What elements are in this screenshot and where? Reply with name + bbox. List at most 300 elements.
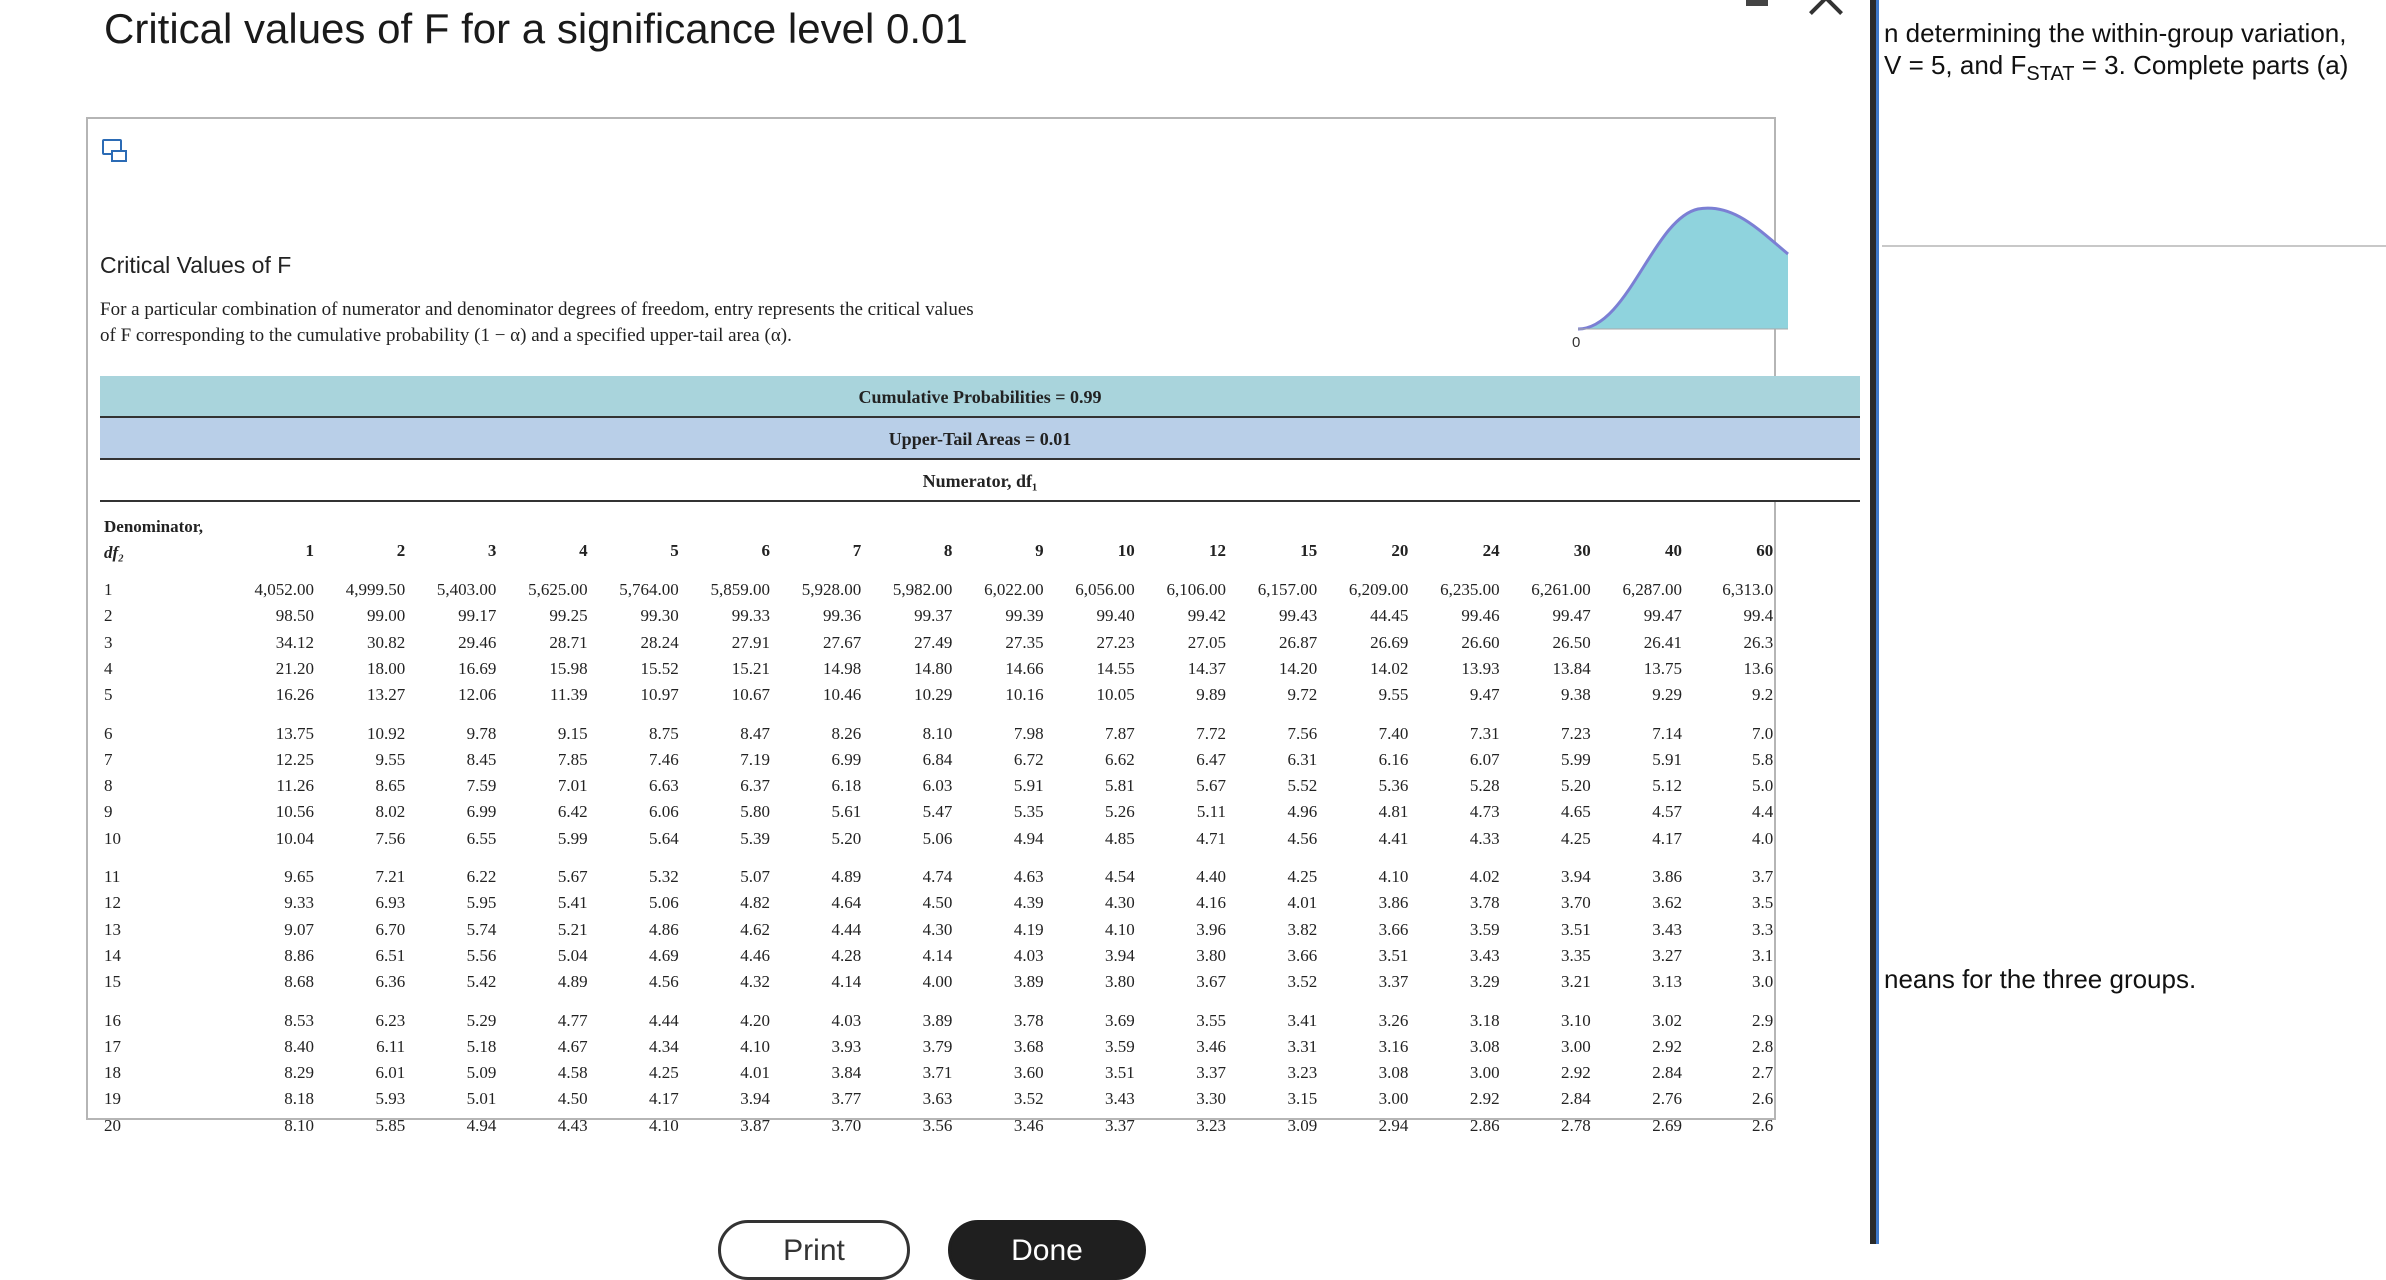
close-icon[interactable] [1806, 0, 1846, 14]
table-cell: 7.21 [375, 867, 406, 886]
table-cell: 7.23 [1561, 723, 1591, 743]
table-cell: 13.6 [1743, 658, 1774, 678]
table-cell: 4.50 [922, 893, 953, 913]
table-cell: 10.05 [1096, 685, 1135, 705]
column-header: 1 [305, 541, 314, 560]
table-cell: 6.93 [375, 893, 406, 913]
background-text-subscript: STAT [2026, 63, 2075, 86]
column-header: 30 [1573, 541, 1591, 560]
table-cell: 27.91 [731, 632, 770, 652]
table-cell: 4.14 [922, 945, 953, 965]
table-cell: 9.15 [557, 723, 588, 743]
table-cell: 3.71 [922, 1063, 953, 1083]
column-header: 2 [396, 541, 406, 560]
table-cell: 8.53 [284, 1010, 314, 1030]
table-cell: 4.54 [1105, 867, 1135, 886]
table-cell: 3.21 [1561, 972, 1591, 992]
table-cell: 9.47 [1469, 685, 1500, 705]
table-cell: 3.00 [1561, 1036, 1591, 1056]
row-df-label: 10 [104, 828, 121, 848]
table-cell: 4.32 [740, 972, 770, 992]
table-cell: 6.36 [375, 972, 406, 992]
table-cell: 8.29 [284, 1063, 314, 1083]
table-cell: 3.70 [831, 1115, 862, 1135]
column-header: 40 [1665, 541, 1682, 560]
table-cell: 99.25 [549, 606, 588, 626]
table-cell: 5.56 [466, 945, 497, 965]
table-cell: 6.42 [557, 802, 588, 822]
table-cell: 3.02 [1652, 1010, 1682, 1030]
table-cell: 5.29 [466, 1010, 497, 1030]
done-button[interactable]: Done [948, 1220, 1146, 1280]
table-cell: 99.39 [1005, 606, 1044, 626]
table-cell: 4.19 [1013, 919, 1044, 939]
table-cell: 4.03 [831, 1010, 862, 1030]
table-cell: 6.62 [1105, 749, 1135, 769]
table-cell: 3.69 [1105, 1010, 1135, 1030]
table-cell: 6,022.00 [984, 580, 1044, 599]
table-cell: 14.37 [1187, 658, 1226, 678]
table-cell: 3.41 [1287, 1010, 1318, 1030]
table-cell: 3.94 [740, 1089, 770, 1109]
table-cell: 3.84 [831, 1063, 862, 1083]
table-cell: 6,106.00 [1166, 580, 1226, 599]
table-cell: 4.17 [1652, 828, 1682, 848]
table-cell: 4.69 [649, 945, 679, 965]
table-cell: 4.41 [1378, 828, 1409, 848]
table-cell: 10.16 [1005, 685, 1044, 705]
table-cell: 3.66 [1287, 945, 1318, 965]
table-cell: 5.39 [740, 828, 770, 848]
table-cell: 11.39 [549, 685, 588, 705]
table-cell: 26.87 [1278, 632, 1318, 652]
table-cell: 9.29 [1652, 685, 1682, 705]
table-cell: 3.08 [1378, 1063, 1409, 1083]
row-df-label: 3 [104, 632, 113, 652]
table-cell: 3.55 [1196, 1010, 1226, 1030]
table-cell: 5,625.00 [528, 580, 588, 599]
table-cell: 4.17 [649, 1089, 679, 1109]
table-cell: 6.37 [740, 776, 770, 796]
table-cell: 2.94 [1378, 1115, 1409, 1135]
table-cell: 2.69 [1652, 1115, 1682, 1135]
table-cell: 8.65 [375, 776, 406, 796]
table-cell: 44.45 [1370, 606, 1409, 626]
table-cell: 8.68 [284, 972, 314, 992]
table-cell: 2.92 [1469, 1089, 1500, 1109]
table-cell: 4.46 [740, 945, 770, 965]
table-cell: 10.97 [640, 685, 679, 705]
table-cell: 4.28 [831, 945, 862, 965]
table-cell: 7.46 [649, 749, 679, 769]
table-cell: 26.3 [1743, 632, 1774, 652]
table-cell: 3.13 [1652, 972, 1682, 992]
figure-description-line-1: For a particular combination of numerator and denominator degrees of freedom, entry represents the critical values [100, 299, 974, 320]
table-cell: 3.37 [1378, 972, 1409, 992]
table-cell: 7.40 [1378, 723, 1409, 743]
table-cell: 5.95 [466, 893, 497, 913]
background-text-line-2b: = 3. Complete parts (a) [2074, 50, 2349, 80]
row-df-label: 13 [104, 919, 121, 939]
table-cell: 26.60 [1461, 632, 1500, 652]
row-df-label: 2 [104, 606, 113, 626]
table-cell: 6.55 [466, 828, 497, 848]
table-cell: 3.08 [1469, 1036, 1500, 1056]
row-df-label: 12 [104, 893, 121, 913]
table-cell: 7.59 [466, 776, 497, 796]
table-cell: 4.10 [1378, 867, 1409, 886]
table-cell: 4.63 [1013, 867, 1044, 886]
table-cell: 5.36 [1378, 776, 1409, 796]
table-cell: 4.65 [1561, 802, 1591, 822]
f-distribution-curve-icon [1558, 159, 1788, 349]
column-header: 3 [487, 541, 497, 560]
table-cell: 8.40 [284, 1036, 314, 1056]
table-cell: 4.81 [1378, 802, 1409, 822]
row-df-label: 5 [104, 685, 113, 705]
table-cell: 99.00 [366, 606, 406, 626]
table-cell: 5,859.00 [710, 580, 770, 599]
table-cell: 4.77 [557, 1010, 588, 1030]
table-cell: 8.18 [284, 1089, 314, 1109]
window-controls [1740, 0, 1860, 14]
table-cell: 99.42 [1187, 606, 1226, 626]
table-cell: 3.1 [1751, 945, 1774, 965]
copy-icon[interactable] [102, 139, 126, 161]
table-cell: 3.46 [1196, 1036, 1226, 1056]
column-header: 60 [1756, 541, 1774, 560]
table-cell: 4.71 [1196, 828, 1226, 848]
table-cell: 27.35 [1005, 632, 1044, 652]
table-cell: 12.06 [458, 685, 497, 705]
table-cell: 99.43 [1278, 606, 1318, 626]
table-cell: 3.67 [1196, 972, 1226, 992]
table-cell: 8.10 [922, 723, 953, 743]
table-cell: 5.67 [1196, 776, 1226, 796]
table-cell: 4.30 [1105, 893, 1135, 913]
table-cell: 3.43 [1469, 945, 1500, 965]
table-cell: 28.24 [640, 632, 679, 652]
table-cell: 3.23 [1196, 1115, 1226, 1135]
table-cell: 4.01 [1287, 893, 1318, 913]
table-cell: 5.8 [1751, 749, 1774, 769]
table-cell: 6.47 [1196, 749, 1226, 769]
table-cell: 16.26 [275, 685, 314, 705]
row-df-label: 6 [104, 723, 113, 743]
band-upper-tail-areas: Upper-Tail Areas = 0.01 [100, 418, 1860, 460]
table-cell: 6.51 [375, 945, 406, 965]
table-cell: 6.31 [1287, 749, 1318, 769]
table-cell: 3.00 [1469, 1063, 1500, 1083]
table-cell: 2.92 [1652, 1036, 1682, 1056]
table-cell: 4.01 [740, 1063, 770, 1083]
table-cell: 2.84 [1652, 1063, 1682, 1083]
table-cell: 3.94 [1561, 867, 1591, 886]
table-cell: 10.67 [731, 685, 770, 705]
row-df-label: 19 [104, 1089, 121, 1109]
table-cell: 5.74 [466, 919, 497, 939]
table-cell: 8.47 [740, 723, 770, 743]
row-df-label: 9 [104, 802, 113, 822]
table-cell: 4.64 [831, 893, 862, 913]
table-cell: 5.41 [557, 893, 588, 913]
table-cell: 3.26 [1378, 1010, 1409, 1030]
table-cell: 3.89 [922, 1010, 953, 1030]
table-cell: 4.56 [1287, 828, 1318, 848]
table-cell: 9.72 [1287, 685, 1318, 705]
table-cell: 3.93 [831, 1036, 862, 1056]
table-cell: 2.86 [1469, 1115, 1500, 1135]
table-cell: 3.30 [1196, 1089, 1226, 1109]
table-cell: 26.50 [1552, 632, 1591, 652]
figure-description [100, 297, 1200, 349]
table-cell: 5.67 [557, 867, 588, 886]
table-cell: 13.93 [1461, 658, 1500, 678]
table-cell: 6.63 [649, 776, 679, 796]
table-cell: 6.03 [922, 776, 953, 796]
table-cell: 3.56 [922, 1115, 953, 1135]
table-cell: 99.37 [914, 606, 953, 626]
table-cell: 14.66 [1005, 658, 1044, 678]
table-cell: 9.65 [284, 867, 314, 886]
table-cell: 4.58 [557, 1063, 588, 1083]
table-cell: 4.34 [649, 1036, 679, 1056]
table-cell: 5.04 [557, 945, 588, 965]
table-cell: 3.37 [1105, 1115, 1135, 1135]
table-cell: 8.45 [466, 749, 497, 769]
table-cell: 4,052.00 [254, 580, 314, 599]
table-cell: 5.09 [466, 1063, 497, 1083]
table-cell: 9.78 [466, 723, 497, 743]
table-cell: 9.2 [1751, 685, 1774, 705]
denominator-label-line-2: df₂ [104, 543, 125, 562]
table-cell: 6.72 [1013, 749, 1044, 769]
table-cell: 2.78 [1561, 1115, 1591, 1135]
table-cell: 15.52 [640, 658, 679, 678]
table-cell: 7.56 [1287, 723, 1318, 743]
table-cell: 4.10 [1105, 919, 1135, 939]
table-cell: 99.17 [458, 606, 497, 626]
table-cell: 3.86 [1378, 893, 1409, 913]
table-cell: 4.25 [1561, 828, 1591, 848]
table-cell: 5.06 [649, 893, 679, 913]
table-cell: 5.28 [1469, 776, 1500, 796]
table-cell: 2.92 [1561, 1063, 1591, 1083]
table-cell: 3.63 [922, 1089, 953, 1109]
column-header: 4 [579, 541, 588, 560]
table-cell: 99.33 [731, 606, 770, 626]
table-cell: 5.80 [740, 802, 770, 822]
table-cell: 26.69 [1370, 632, 1409, 652]
print-button[interactable]: Print [718, 1220, 910, 1280]
table-cell: 6.01 [375, 1063, 406, 1083]
table-cell: 13.75 [1643, 658, 1682, 678]
table-cell: 3.82 [1287, 919, 1318, 939]
table-cell: 3.87 [740, 1115, 770, 1135]
table-cell: 3.10 [1561, 1010, 1591, 1030]
table-cell: 5.0 [1751, 776, 1774, 796]
table-cell: 10.56 [275, 802, 314, 822]
table-cell: 99.47 [1552, 606, 1591, 626]
table-cell: 3.5 [1751, 893, 1774, 913]
table-cell: 5.12 [1652, 776, 1682, 796]
row-df-label: 14 [104, 945, 121, 965]
table-cell: 3.52 [1287, 972, 1318, 992]
table-cell: 4.85 [1105, 828, 1135, 848]
table-cell: 5.20 [831, 828, 862, 848]
table-cell: 6.07 [1469, 749, 1500, 769]
table-cell: 11.26 [276, 776, 314, 796]
table-cell: 7.31 [1469, 723, 1500, 743]
table-cell: 5.99 [557, 828, 588, 848]
table-cell: 4.89 [557, 972, 588, 992]
table-cell: 6,235.00 [1440, 580, 1500, 599]
table-cell: 99.46 [1461, 606, 1500, 626]
table-cell: 4.74 [922, 867, 953, 886]
table-cell: 3.77 [831, 1089, 862, 1109]
table-cell: 8.02 [375, 802, 406, 822]
table-cell: 2.6 [1751, 1115, 1774, 1135]
table-cell: 6.70 [375, 919, 406, 939]
table-cell: 5.81 [1105, 776, 1135, 796]
column-header: 12 [1209, 541, 1226, 560]
table-cell: 27.05 [1187, 632, 1226, 652]
table-cell: 6.18 [831, 776, 862, 796]
table-cell: 2.9 [1751, 1010, 1774, 1030]
table-cell: 8.10 [284, 1115, 314, 1135]
background-separator [1882, 245, 2386, 247]
table-cell: 3.94 [1105, 945, 1135, 965]
background-text-line-3: neans for the three groups. [1884, 964, 2197, 994]
table-cell: 28.71 [549, 632, 588, 652]
table-cell: 7.85 [557, 749, 588, 769]
table-cell: 4.89 [831, 867, 862, 886]
table-cell: 10.46 [822, 685, 862, 705]
table-cell: 27.67 [822, 632, 862, 652]
table-cell: 3.78 [1013, 1010, 1044, 1030]
table-cell: 5.11 [1196, 802, 1226, 822]
table-cell: 7.98 [1013, 723, 1044, 743]
table-cell: 4.94 [466, 1115, 497, 1135]
table-cell: 3.80 [1105, 972, 1135, 992]
table-cell: 99.40 [1096, 606, 1135, 626]
row-df-label: 11 [104, 867, 121, 886]
table-cell: 5.52 [1287, 776, 1318, 796]
table-cell: 3.43 [1105, 1089, 1135, 1109]
table-cell: 3.29 [1469, 972, 1500, 992]
table-cell: 3.00 [1378, 1089, 1409, 1109]
minimize-icon[interactable] [1746, 0, 1768, 6]
row-df-label: 18 [104, 1063, 121, 1083]
column-header: 8 [943, 541, 953, 560]
table-cell: 4.03 [1013, 945, 1044, 965]
table-cell: 10.92 [366, 723, 406, 743]
table-cell: 13.27 [366, 685, 406, 705]
table-cell: 7.01 [557, 776, 588, 796]
table-cell: 5.18 [466, 1036, 497, 1056]
table-cell: 10.04 [275, 828, 314, 848]
table-cell: 3.16 [1378, 1036, 1409, 1056]
table-cell: 3.62 [1652, 893, 1682, 913]
table-cell: 5,764.00 [619, 580, 679, 599]
table-cell: 4.39 [1013, 893, 1044, 913]
row-df-label: 15 [104, 972, 121, 992]
table-cell: 4.25 [1287, 867, 1318, 886]
table-cell: 18.00 [366, 658, 406, 678]
table-cell: 7.56 [375, 828, 406, 848]
band-numerator-df: Numerator, df₁ [100, 460, 1860, 500]
table-cell: 6,313.0 [1722, 580, 1774, 599]
table-cell: 3.52 [1013, 1089, 1044, 1109]
table-cell: 3.37 [1196, 1063, 1226, 1083]
table-cell: 6.23 [375, 1010, 406, 1030]
table-cell: 3.51 [1105, 1063, 1135, 1083]
table-cell: 5.91 [1013, 776, 1044, 796]
table-cell: 9.55 [375, 749, 406, 769]
table-cell: 5,403.00 [436, 580, 497, 599]
table-cell: 4.16 [1196, 893, 1226, 913]
table-cell: 6,287.00 [1622, 580, 1682, 599]
table-cell: 14.20 [1278, 658, 1318, 678]
table-cell: 3.18 [1469, 1010, 1500, 1030]
row-df-label: 7 [104, 749, 113, 769]
header-divider [100, 500, 1860, 502]
row-df-label: 17 [104, 1036, 121, 1056]
table-cell: 14.80 [914, 658, 953, 678]
table-cell: 5.93 [375, 1089, 406, 1109]
table-cell: 5.85 [375, 1115, 406, 1135]
table-cell: 6,157.00 [1257, 580, 1318, 599]
row-df-label: 1 [104, 580, 113, 599]
column-header: 9 [1035, 541, 1044, 560]
table-viewer[interactable] [86, 117, 1776, 1135]
table-cell: 6.84 [922, 749, 953, 769]
table-cell: 27.49 [914, 632, 953, 652]
table-cell: 4.00 [922, 972, 953, 992]
table-cell: 4.67 [557, 1036, 588, 1056]
table-cell: 5.47 [922, 802, 953, 822]
table-cell: 3.43 [1652, 919, 1682, 939]
table-cell: 8.26 [831, 723, 862, 743]
table-cell: 4.30 [922, 919, 953, 939]
table-cell: 3.27 [1652, 945, 1682, 965]
table-cell: 7.14 [1652, 723, 1682, 743]
table-cell: 26.41 [1643, 632, 1682, 652]
table-cell: 4.10 [649, 1115, 679, 1135]
column-header: 24 [1482, 541, 1500, 560]
table-cell: 3.66 [1378, 919, 1409, 939]
table-cell: 8.86 [284, 945, 314, 965]
row-df-label: 16 [104, 1010, 121, 1030]
table-cell: 5.91 [1652, 749, 1682, 769]
table-cell: 16.69 [458, 658, 497, 678]
table-cell: 4.73 [1469, 802, 1500, 822]
table-cell: 2.8 [1751, 1036, 1774, 1056]
table-cell: 3.7 [1751, 867, 1774, 886]
table-cell: 3.78 [1469, 893, 1500, 913]
table-cell: 3.68 [1013, 1036, 1044, 1056]
column-header: 20 [1391, 541, 1409, 560]
table-cell: 14.98 [822, 658, 862, 678]
table-cell: 6.99 [466, 802, 497, 822]
table-cell: 5.32 [649, 867, 679, 886]
background-text-line-2a: V = 5, and F [1884, 50, 2027, 80]
table-cell: 3.70 [1561, 893, 1591, 913]
table-cell: 6,209.00 [1348, 580, 1409, 599]
table-cell: 2.84 [1561, 1089, 1591, 1109]
table-cell: 3.3 [1751, 919, 1774, 939]
table-cell: 3.86 [1652, 867, 1682, 886]
